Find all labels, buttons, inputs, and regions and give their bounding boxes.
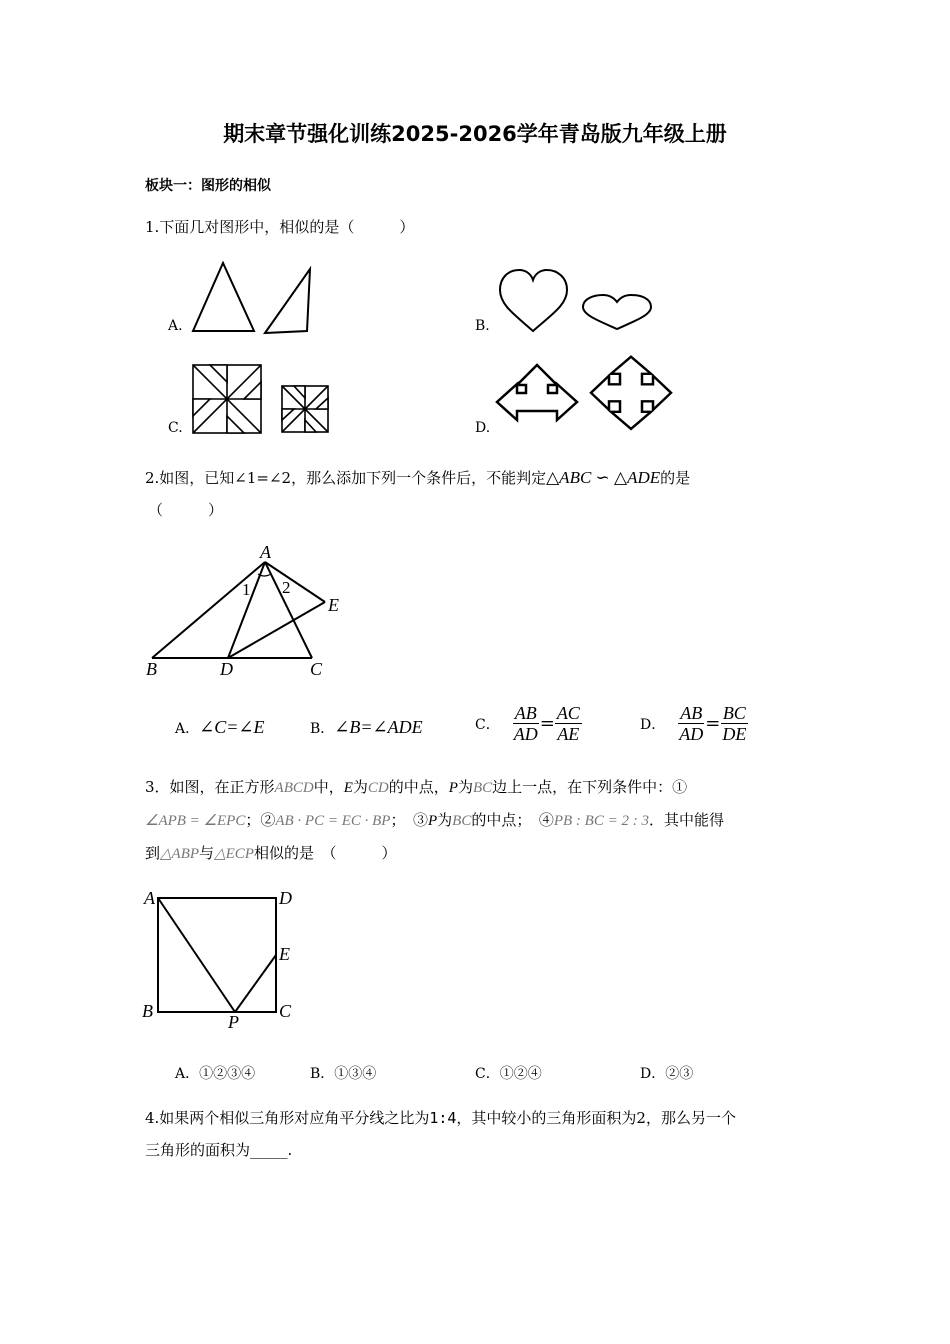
q1-option-a-figure[interactable]: [185, 255, 325, 340]
q1-option-b-figure[interactable]: [495, 265, 660, 340]
q2-option-c-label: C．: [475, 716, 500, 733]
q1-option-c-label: C.: [168, 420, 183, 436]
q2-option-c[interactable]: [475, 703, 582, 744]
q3-label-c: C: [279, 1001, 292, 1021]
q2-triangle-figure: [140, 540, 360, 680]
q3-line-2: ∠APB = ∠EPC；②AB · PC = EC · BP； ③P为BC的中点； ④PB : BC = 2 : 3．其中能得: [145, 811, 724, 829]
q2-option-d-fraction-left: $\frac{AB}{AD}$: [679, 703, 704, 744]
q2-option-d-label: D．: [640, 716, 666, 733]
q2-label-c: C: [310, 659, 323, 679]
q2-option-a-expr: ∠C=∠E: [199, 717, 265, 737]
q2-label-b: B: [146, 659, 157, 679]
q2-option-b-expr: ∠B=∠ADE: [334, 717, 423, 737]
q2-option-d-fraction-right: $\frac{BC}{DE}$: [722, 703, 747, 744]
q3-option-c[interactable]: C．①②④: [475, 1066, 542, 1082]
four-way-arrow-shape: [591, 357, 671, 429]
q2-option-a-label: A．: [175, 721, 200, 737]
q1-option-d-label: D.: [475, 420, 491, 436]
q2-option-c-fraction-right: $\frac{AC}{AE}$: [556, 703, 580, 744]
q1-option-c-figure[interactable]: [190, 362, 340, 437]
q2-angle-1-label: 1: [242, 580, 251, 599]
q3-square-figure: [140, 882, 310, 1032]
q4-line-2: 三角形的面积为_____.: [145, 1141, 293, 1159]
q1-text: 1.下面几对图形中，相似的是（ ）: [145, 218, 415, 236]
q2-option-b-label: B．: [310, 721, 335, 737]
section-heading: 板块一：图形的相似: [145, 178, 271, 194]
q3-option-b[interactable]: B．①③④: [310, 1066, 377, 1082]
q1-option-b-label: B.: [475, 318, 490, 334]
q1-option-d-figure[interactable]: [495, 355, 675, 437]
q3-label-b: B: [142, 1001, 153, 1021]
q2-text-a: 2.如图，已知∠1=∠2，那么添加下列一个条件后，不能判定: [145, 469, 547, 487]
q3-label-e: E: [279, 944, 290, 964]
small-pinwheel-shape: [282, 386, 328, 432]
q2-label-a: A: [260, 542, 271, 562]
heart-shape: [500, 270, 567, 331]
q3-label-a: A: [144, 888, 155, 908]
three-way-arrow-shape: [497, 365, 577, 420]
page-title: 期末章节强化训练2025-2026学年青岛版九年级上册: [223, 122, 727, 146]
large-pinwheel-shape: [193, 365, 261, 433]
q2-answer-paren: （ ）: [148, 501, 224, 519]
q3-option-d[interactable]: D．②③: [640, 1066, 694, 1082]
wide-heart-shape: [583, 295, 651, 329]
q2-label-d: D: [220, 659, 233, 679]
q3-option-a[interactable]: A．①②③④: [175, 1066, 256, 1082]
q3-label-d: D: [279, 888, 292, 908]
q3-line-1: 3．如图，在正方形ABCD中，E为CD的中点，P为BC边上一点，在下列条件中：①: [145, 778, 688, 796]
small-triangle-shape: [265, 269, 310, 333]
q2-text-b: 的是: [660, 469, 691, 487]
q2-similarity-expr: △ABC ∽ △ADE: [546, 468, 661, 487]
q2-angle-2-label: 2: [282, 578, 291, 597]
q1-option-a-label: A.: [168, 318, 183, 334]
q3-line-3: 到△ABP与△ECP相似的是 （ ）: [145, 844, 397, 862]
q2-option-b[interactable]: [310, 717, 423, 738]
q2-option-c-fraction-left: $\frac{AB}{AD}$: [513, 703, 538, 744]
q4-line-1: 4.如果两个相似三角形对应角平分线之比为1:4，其中较小的三角形面积为2，那么另一个: [145, 1109, 736, 1127]
q2-option-d[interactable]: [640, 703, 748, 744]
equals-sign: =: [705, 713, 721, 734]
equals-sign: =: [539, 713, 555, 734]
q2-option-a[interactable]: [175, 717, 264, 738]
q3-label-p: P: [228, 1012, 239, 1032]
q2-label-e: E: [328, 595, 339, 615]
large-triangle-shape: [193, 263, 254, 331]
